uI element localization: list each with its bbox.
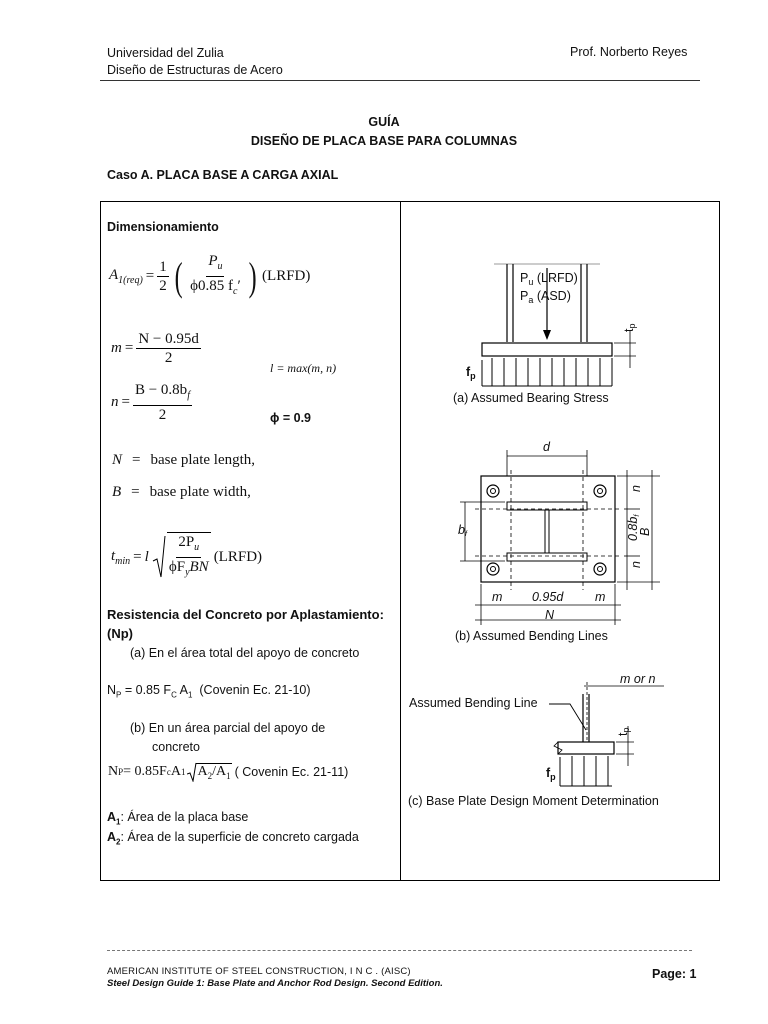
def-n-length: N = base plate length,: [112, 452, 256, 468]
eq-np-total: $N_P = 0.85$ $F_C$ $A_1$ (Covenin Ec. 21-10): [107, 683, 311, 700]
header-rule: [100, 80, 700, 81]
l-definition: l = max(m, n): [270, 361, 337, 375]
fig-a-bearing-stress: [453, 264, 637, 405]
fig-b-m-left-label: m: [492, 590, 503, 604]
fig-b-N-label: N: [545, 608, 555, 622]
fig-b-bending-lines: [455, 440, 660, 643]
case-heading: Caso A. PLACA BASE A CARGA AXIAL: [107, 168, 339, 182]
university-name: Universidad del Zulia: [107, 46, 224, 60]
item-a-total-area: (a) En el área total del apoyo de concreto: [130, 646, 360, 660]
fig-b-bf-label: bf: [458, 523, 467, 538]
fig-a-tp-label: tp: [622, 323, 637, 332]
footer-guide: Steel Design Guide 1: Base Plate and Anchor Rod Design. Second Edition.: [107, 978, 443, 989]
eq-n: n = $\frac{B - 0.8b_f}{2}$: [111, 382, 190, 423]
fig-b-caption: (b) Assumed Bending Lines: [455, 629, 608, 643]
fig-c-bending-line-label: Assumed Bending Line: [409, 696, 538, 710]
sqrt-sign-icon: [152, 535, 166, 579]
def-b-width: B = base plate width,: [112, 484, 251, 500]
figures-panel: [401, 202, 719, 880]
fig-b-08bf-label: 0.8bf: [626, 514, 641, 541]
professor-name: Prof. Norberto Reyes: [570, 45, 688, 59]
item-b-partial-area-cont: concreto: [152, 740, 200, 754]
page-number: Page: 1: [652, 967, 697, 981]
eq-tmin: $t_{min}$ = l $\frac{2P_u}{\phi F_yBN}$ (LRFD): [111, 532, 262, 582]
eq-np-partial: N P = 0.85F c A 1 $A_2/A_1$ ( Covenin Ec. 21-11): [108, 764, 349, 781]
footer-org: AMERICAN INSTITUTE OF STEEL CONSTRUCTION, I N C . (AISC): [107, 966, 411, 977]
fig-c-m-or-n-label: m or n: [620, 672, 656, 686]
resistance-title-np: (Np): [107, 626, 133, 641]
section-dimensionamiento: Dimensionamiento: [107, 220, 219, 234]
fig-c-moment-determination: [408, 672, 664, 808]
doc-title-line2: DISEÑO DE PLACA BASE PARA COLUMNAS: [250, 134, 518, 148]
fig-b-n-bottom-label: n: [629, 561, 643, 568]
item-b-partial-area: (b) En un área parcial del apoyo de: [130, 721, 326, 735]
fig-a-pu-label: $P_u$ (LRFD): [520, 271, 578, 287]
fig-a-caption: (a) Assumed Bearing Stress: [453, 391, 609, 405]
resistance-title: Resistencia del Concreto por Aplastamiento:: [107, 607, 384, 622]
fig-a-fp-label: $f_p$: [466, 365, 476, 381]
fig-c-fp-label: $f_p$: [546, 766, 556, 782]
fig-b-B-label: B: [638, 527, 652, 536]
def-a1: $A_1$: Área de la placa base: [107, 810, 249, 827]
fig-b-m-right-label: m: [595, 590, 606, 604]
eq-m: m = $\frac{N - 0.95d}{2}$: [111, 331, 199, 366]
header-left: [107, 45, 283, 79]
doc-title-line1: GUÍA: [368, 115, 400, 129]
phi-value: ϕ = 0.9: [270, 411, 311, 425]
fig-c-tp-label: tp: [616, 727, 631, 736]
course-name: Diseño de Estructuras de Acero: [107, 63, 283, 77]
fig-b-n-top-label: n: [629, 485, 643, 492]
fig-b-095d-label: 0.95d: [532, 590, 564, 604]
def-a2: $A_2$: Área de la superficie de concreto cargada: [107, 830, 359, 847]
fig-b-d-label: d: [543, 440, 550, 454]
footer-rule: [107, 950, 692, 951]
fig-a-pa-label: $P_a$ (ASD): [520, 289, 571, 305]
fig-c-caption: (c) Base Plate Design Moment Determination: [408, 794, 659, 808]
eq-a1-required: $A_{1(req)}$ = $\frac{1}{2}$ ( $\frac{P_u}{\phi 0.85 f_c'}$ ) (LRFD): [109, 253, 311, 299]
